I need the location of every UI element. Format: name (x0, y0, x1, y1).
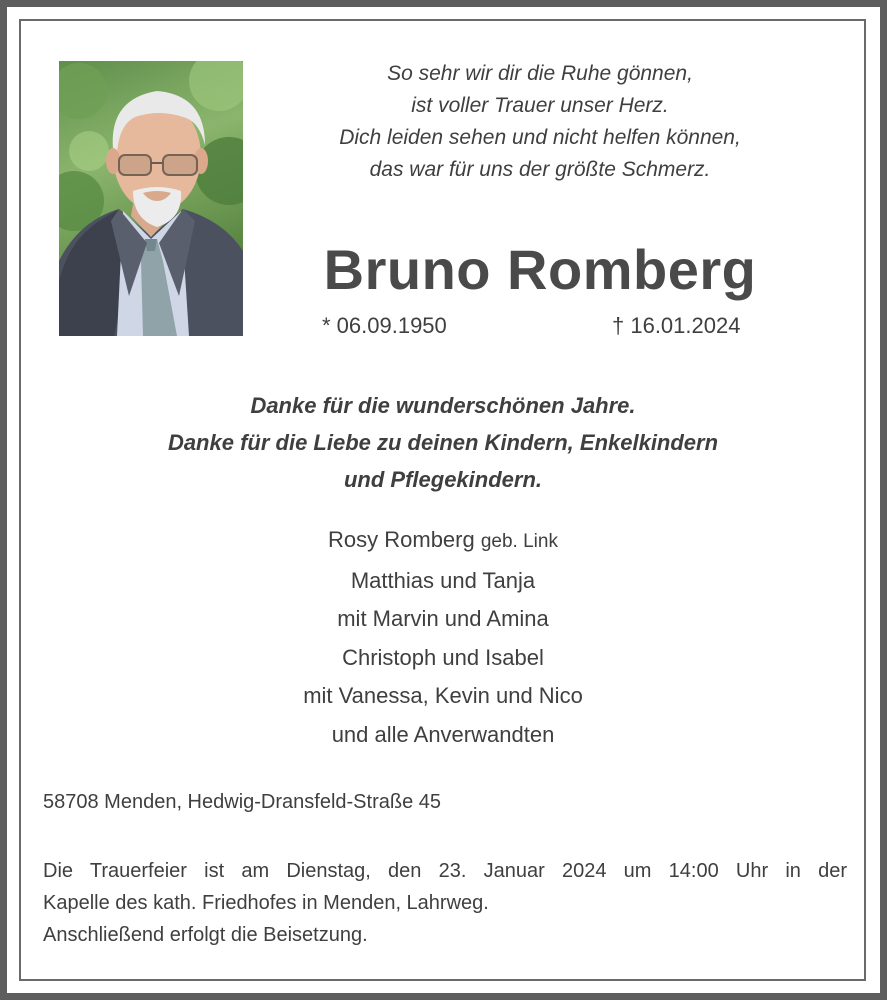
family-line: Christoph und Isabel (342, 644, 544, 670)
family-line: mit Vanessa, Kevin und Nico (303, 683, 583, 709)
ceremony-line: Anschließend erfolgt die Beisetzung. (43, 924, 368, 946)
thanks-line: Danke für die Liebe zu deinen Kindern, Enkelkindern (167, 430, 719, 455)
portrait-illustration (59, 61, 243, 336)
family-first-name: Rosy Romberg (328, 527, 475, 552)
poem-line: Dich leiden sehen und nicht helfen können, (339, 126, 741, 149)
portrait-photo (59, 61, 243, 336)
poem-line: das war für uns der größte Schmerz. (369, 158, 711, 181)
death-date: † 16.01.2024 (612, 313, 741, 338)
deceased-name: Bruno Romberg (323, 238, 757, 301)
address: 58708 Menden, Hedwig-Dransfeld-Straße 45 (43, 791, 441, 813)
birth-date: * 06.09.1950 (322, 313, 447, 338)
family-line (40, 521, 846, 562)
poem-line: So sehr wir dir die Ruhe gönnen, (387, 62, 693, 85)
ceremony-info (43, 855, 847, 951)
thanks-line: Danke für die wunderschönen Jahre. (250, 393, 636, 418)
ceremony-line: Die Trauerfeier ist am Dienstag, den 23. Januar 2024 um 14:00 Uhr in der (43, 860, 847, 882)
family-line: mit Marvin und Amina (337, 606, 549, 632)
poem-line: ist voller Trauer unser Herz. (411, 94, 669, 117)
family-first-suffix: geb. Link (480, 531, 558, 552)
thanks-text (40, 387, 846, 498)
poem (290, 58, 790, 186)
family-line: und alle Anverwandten (331, 721, 555, 747)
family-line: Matthias und Tanja (350, 567, 536, 593)
ceremony-line: Kapelle des kath. Friedhofes in Menden, Lahrweg. (43, 892, 489, 914)
family-list (40, 521, 846, 755)
thanks-line: und Pflegekindern. (343, 467, 543, 492)
